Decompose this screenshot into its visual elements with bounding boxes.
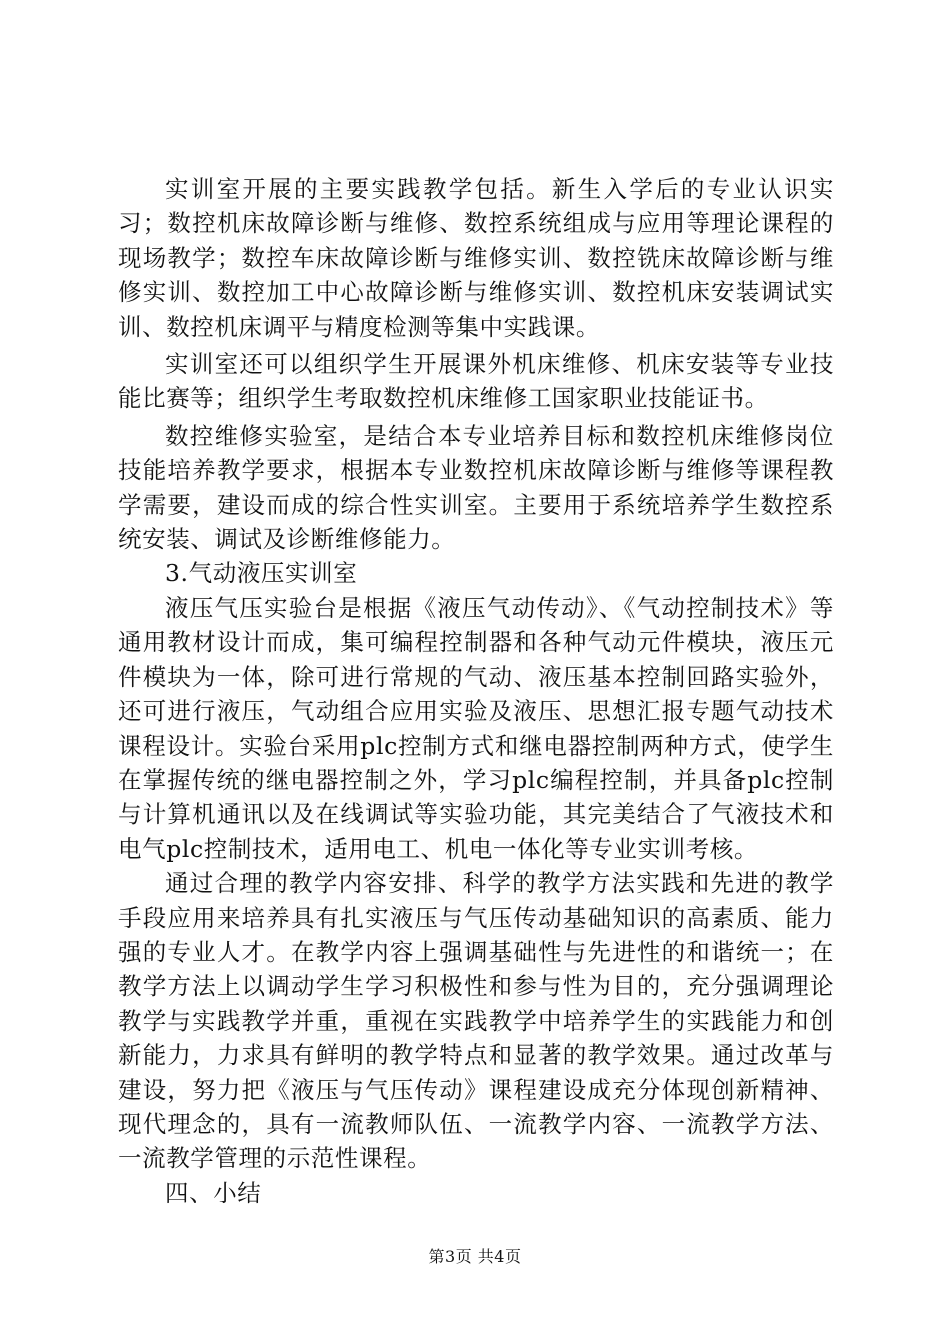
paragraph-extracurricular: 实训室还可以组织学生开展课外机床维修、机床安装等专业技能比赛等；组织学生考取数控机床维修工国家职业技能证书。 [118, 350, 834, 413]
page-number-footer: 第3页 共4页 [428, 1247, 522, 1266]
document-body [118, 172, 834, 1210]
paragraph-training-content: 实训室开展的主要实践教学包括。新生入学后的专业认识实习；数控机床故障诊断与维修、数控系统组成与应用等理论课程的现场教学；数控车床故障诊断与维修实训、数控铣床故障诊断与维修实训、数控加工中心故障诊断与维修实训、数控机床安装调试实训、数控机床调平与精度检测等集中实践课。 [118, 175, 834, 341]
paragraph-cnc-lab: 数控维修实验室，是结合本专业培养目标和数控机床维修岗位技能培养教学要求，根据本专业数控机床故障诊断与维修等课程教学需要，建设而成的综合性实训室。主要用于系统培养学生数控系统安装、调试及诊断维修能力。 [118, 421, 834, 554]
paragraph-teaching-reform: 通过合理的教学内容安排、科学的教学方法实践和先进的教学手段应用来培养具有扎实液压与气压传动基础知识的高素质、能力强的专业人才。在教学内容上强调基础性与先进性的和谐统一；在教学方法上以调动学生学习积极性和参与性为目的，充分强调理论教学与实践教学并重，重视在实践教学中培养学生的实践能力和创新能力，力求具有鲜明的教学特点和显著的教学效果。通过改革与建设，努力把《液压与气压传动》课程建设成充分体现创新精神、现代理念的，具有一流教师队伍、一流教学内容、一流教学方法、一流教学管理的示范性课程。 [118, 869, 834, 1173]
section-heading-pneumatic-hydraulic: 3.气动液压实训室 [165, 559, 358, 588]
section-heading-summary: 四、小结 [165, 1178, 262, 1207]
paragraph-test-bench: 液压气压实验台是根据《液压气动传动》、《气动控制技术》等通用教材设计而成，集可编程控制器和各种气动元件模块，液压元件模块为一体，除可进行常规的气动、液压基本控制回路实验外，还可进行液压，气动组合应用实验及液压、思想汇报专题气动技术课程设计。实验台采用plc控制方式和继电器控制两种方式，使学生在掌握传统的继电器控制之外，学习plc编程控制，并具备plc控制与计算机通讯以及在线调试等实验功能，其完美结合了气液技术和电气plc控制技术，适用电工、机电一体化等专业实训考核。 [118, 593, 834, 863]
